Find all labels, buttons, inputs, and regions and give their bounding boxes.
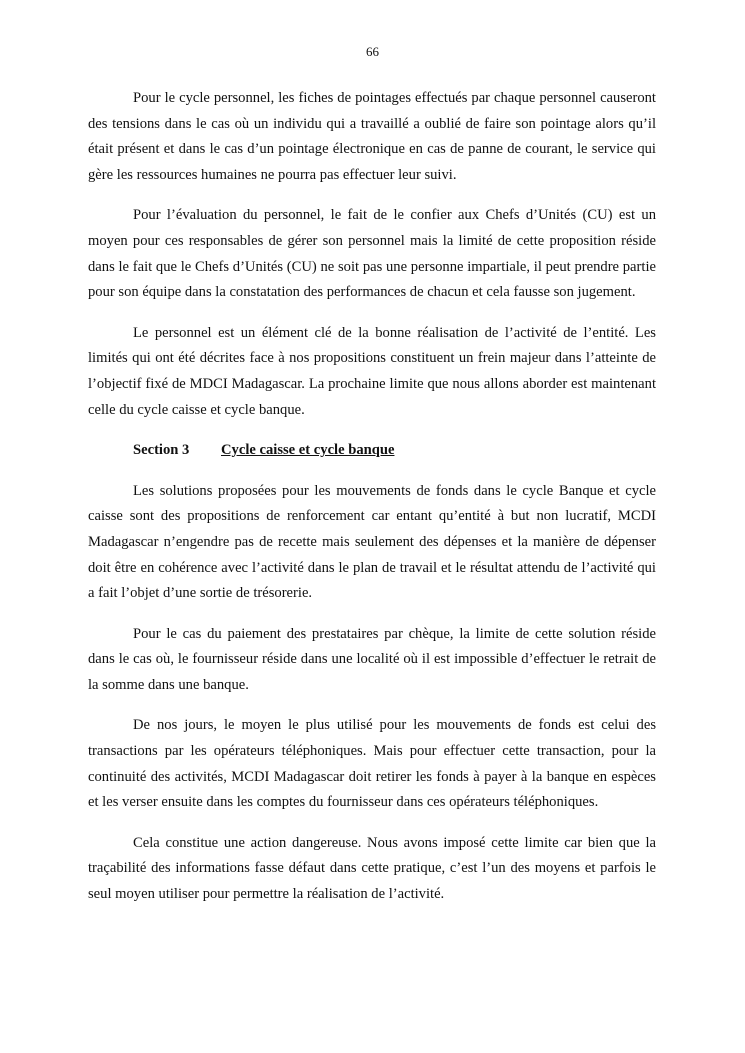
paragraph: De nos jours, le moyen le plus utilisé pour les mouvements de fonds est celui des transactions par les opérateurs téléphoniques. Mais pour effectuer cette transaction, pour la continuité des activités, MCDI Madagascar doit retirer les fonds à payer à la banque en espèces et les verser ensuite dans les comptes du fournisseur dans ces opérateurs téléphoniques. [88,717,656,811]
paragraph: Le personnel est un élément clé de la bonne réalisation de l’activité de l’entité. Les limités qui ont été décrites face à nos propositions constituent un frein majeur dans l’atteinte de l’objectif fixé de MDCI Madagascar. La prochaine limite que nous allons aborder est maintenant celle du cycle caisse et cycle banque. [88,324,656,418]
paragraph: Pour l’évaluation du personnel, le fait de le confier aux Chefs d’Unités (CU) est un moyen pour ces responsables de gérer son personnel mais la limité de cette proposition réside dans le fait que le Chefs d’Unités (CU) ne soit pas une personne impartiale, il peut prendre partie pour son équipe dans la constatation des performances de chacun et cela fausse son jugement. [88,207,656,301]
section-label: Section 3 [133,442,190,459]
section-title: Cycle caisse et cycle banque [221,442,395,459]
page-number: 66 [366,44,379,59]
paragraph: Les solutions proposées pour les mouvements de fonds dans le cycle Banque et cycle caisse sont des propositions de renforcement car entant qu’entité à but non lucratif, MCDI Madagascar n’engendre pas de recette mais seulement des dépenses et la manière de dépenser doit être en cohérence avec l’activité dans le plan de travail et le résultat attendu de l’activité qui a fait l’objet d’une sortie de trésorerie. [88,482,656,602]
body-text [88,86,656,923]
paragraph: Pour le cas du paiement des prestataires par chèque, la limite de cette solution réside dans le cas où, le fournisseur réside dans une localité où il est impossible d’effectuer le retrait de la somme dans une banque. [88,625,656,693]
paragraph: Cela constitue une action dangereuse. Nous avons imposé cette limite car bien que la traçabilité des informations fasse défaut dans cette pratique, c’est l’un des moyens et parfois le seul moyen utiliser pour permettre la réalisation de l’activité. [88,834,656,903]
paragraph: Pour le cycle personnel, les fiches de pointages effectués par chaque personnel causeront des tensions dans le cas où un individu qui a travaillé a oublié de faire son pointage alors qu’il était présent et dans le cas d’un pointage électronique en cas de panne de courant, le service qui gère les ressources humaines ne pourra pas effectuer leur suivi. [88,90,656,183]
section-heading [88,438,656,464]
